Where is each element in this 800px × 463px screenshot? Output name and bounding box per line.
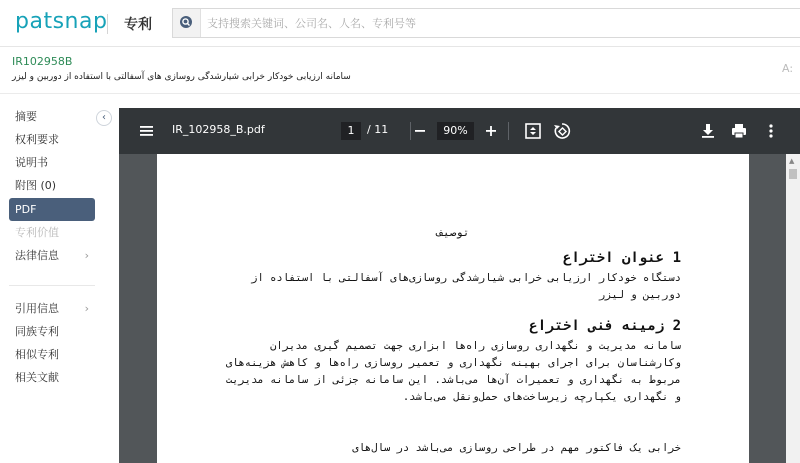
pdf-viewer xyxy=(119,108,800,463)
sidebar-item-pdf[interactable] xyxy=(9,198,95,221)
pdf-toolbar xyxy=(119,108,800,154)
pdf-page xyxy=(157,154,749,463)
sidebar-item-label: 法律信息 xyxy=(15,249,59,262)
sidebar-item-legal-info[interactable] xyxy=(9,244,95,267)
sidebar-item-label: 同族专利 xyxy=(15,325,59,338)
sidebar xyxy=(0,95,105,463)
fit-page-icon[interactable] xyxy=(522,120,544,142)
scroll-up-icon[interactable]: ▲ xyxy=(789,157,795,165)
patent-title: سامانه ارزیابی خودکار خرابی شیارشدگی روسازی های آسفالتی با استفاده از دوربین و لیزر xyxy=(12,72,351,82)
print-icon[interactable] xyxy=(728,120,750,142)
section-heading: توصیف xyxy=(436,226,470,239)
translate-icon[interactable]: A: xyxy=(782,62,794,75)
menu-icon[interactable] xyxy=(136,120,158,142)
divider xyxy=(508,122,509,140)
sidebar-item-label: 附图 (0) xyxy=(15,179,57,192)
download-icon[interactable] xyxy=(697,120,719,142)
product-label[interactable]: 专利 xyxy=(124,17,152,33)
zoom-in-button[interactable] xyxy=(480,120,502,142)
paragraph: خرابی یک فاکتور مهم در طراحی روسازی می‌باشد در سال‌های xyxy=(352,442,681,454)
patent-number: IR102958B xyxy=(12,55,73,68)
sidebar-item-related-docs[interactable] xyxy=(9,366,95,389)
sidebar-item-similar[interactable] xyxy=(9,343,95,366)
sidebar-item-label: 引用信息 xyxy=(15,302,59,315)
document-header xyxy=(0,48,800,94)
rotate-icon[interactable] xyxy=(551,120,573,142)
sidebar-item-family[interactable] xyxy=(9,320,95,343)
heading-technical-field: 2 زمینه فنی اختراع xyxy=(529,318,681,334)
more-options-icon[interactable] xyxy=(760,120,782,142)
sidebar-item-patent-value xyxy=(9,221,95,244)
sidebar-item-citations[interactable] xyxy=(9,297,95,320)
chevron-right-icon: › xyxy=(84,249,89,262)
sidebar-item-label: 说明书 xyxy=(15,156,48,169)
search-icon[interactable] xyxy=(173,9,201,37)
top-bar xyxy=(0,0,800,47)
search-bar xyxy=(172,8,800,38)
sidebar-item-label: PDF xyxy=(15,203,37,216)
scroll-thumb[interactable] xyxy=(789,169,797,179)
sidebar-item-label: 权利要求 xyxy=(15,133,59,146)
sidebar-item-drawings[interactable] xyxy=(9,174,95,197)
heading-invention-title: 1 عنوان اختراع xyxy=(562,250,681,266)
sidebar-item-description[interactable] xyxy=(9,151,95,174)
patsnap-logo[interactable]: patsnap xyxy=(15,9,108,34)
collapse-sidebar-button[interactable]: ‹ xyxy=(96,110,112,126)
sidebar-item-label: 相似专利 xyxy=(15,348,59,361)
sidebar-item-label: 摘要 xyxy=(15,110,37,123)
search-input[interactable] xyxy=(203,9,799,37)
scrollbar[interactable] xyxy=(786,154,800,463)
sidebar-item-claims[interactable] xyxy=(9,128,95,151)
pdf-filename: IR_102958_B.pdf xyxy=(172,123,265,136)
sidebar-item-label: 相关文献 xyxy=(15,371,59,384)
page-total: / 11 xyxy=(367,123,389,136)
divider xyxy=(9,285,95,286)
page-number-input[interactable]: 1 xyxy=(341,122,361,140)
divider xyxy=(107,14,108,34)
sidebar-item-label: 专利价值 xyxy=(15,226,59,239)
zoom-out-button[interactable] xyxy=(409,120,431,142)
paragraph: سامانه مدیریت و نگهداری روسازی راه‌ها ابزاری جهت تصمیم گیری مدیران وکارشناسان برای اجرای بهینه نگهداری و تعمیر روسازی راه‌ها و کاهش هزینه‌های مربوط به نگهداری و تعمیرات آن‌ها می‌باشد. این سامانه جزئی از سامانه مدیریت و نگهداری یکپارچه زیرساخت‌های حمل‌ونقل می‌باشد. xyxy=(225,340,681,403)
paragraph: دستگاه خودکار ارزیابی خرابی شیارشدگی روسازی‌های آسفالتی با استفاده از دوربین و لیزر xyxy=(251,272,681,301)
zoom-level[interactable]: 90% xyxy=(437,122,474,140)
sidebar-item-abstract[interactable] xyxy=(9,105,95,128)
chevron-right-icon: › xyxy=(84,302,89,315)
